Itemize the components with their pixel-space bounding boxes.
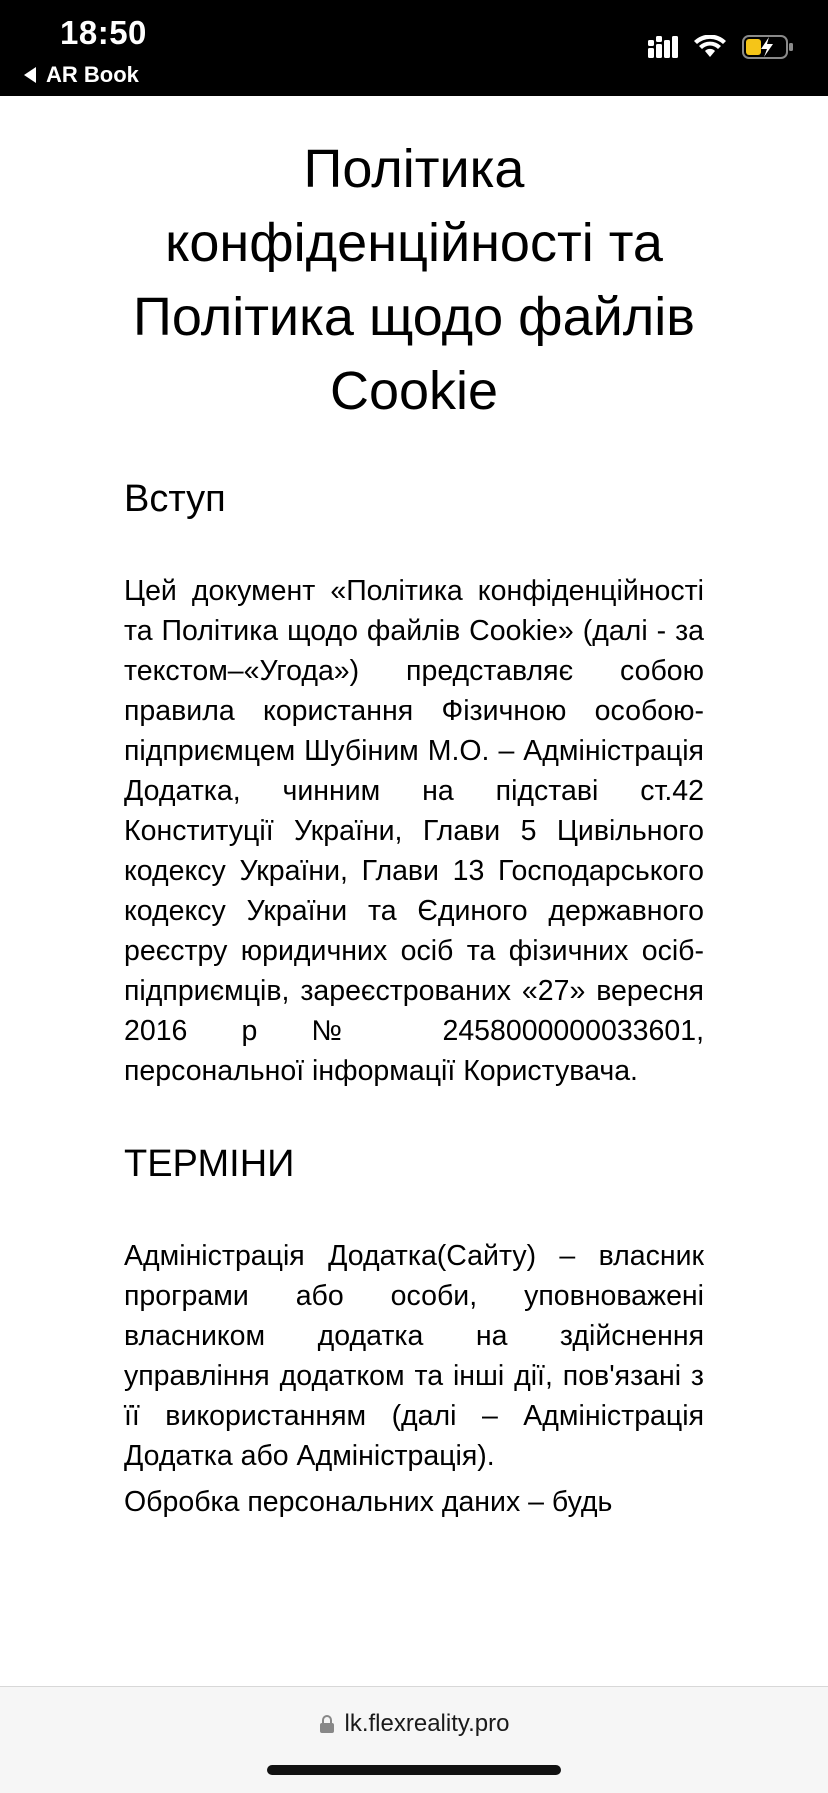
page-title: Політика конфіденційності та Політика щодо файлів Cookie — [133, 139, 695, 421]
wifi-icon — [694, 35, 726, 59]
back-to-app-link[interactable] — [24, 62, 139, 88]
back-app-label: AR Book — [46, 62, 139, 87]
status-bar — [0, 0, 828, 96]
intro-paragraph: Цей документ «Політика конфіденційності та Політика щодо файлів Cookie» (далі - за текстом–«Угода») представляє собою правила користання Фізичною особою-підприємцем Шубіним М.О. – Адміністрація Додатка, чинним на підставі ст.42 Конституції України, Глави 5 Цивільного кодексу України, Глави 13 Господарського кодексу України та Єдиного державного реєстру юридичних осіб та фізичних осіб-підприємців, зареєстрованих «27» вересня 2016 р № 2458000000033601, персональної інформації Користувача. — [124, 575, 704, 1087]
section-heading-intro: Вступ — [124, 478, 226, 520]
address-bar[interactable] — [0, 1710, 828, 1738]
cellular-signal-icon — [648, 36, 678, 58]
section-heading-terms: ТЕРМІНИ — [124, 1143, 295, 1185]
battery-charging-icon — [742, 34, 794, 60]
home-indicator[interactable] — [267, 1765, 561, 1775]
terms-paragraph: Адміністрація Додатка(Сайту) – власник програми або особи, уповноважені власником додатка на здійснення управління додатком та інші дії, пов'язані з її використанням (далі – Адміністрація Додатка або Адміністрація). — [124, 1240, 704, 1472]
clock-time: 18:50 — [60, 14, 147, 51]
status-icons — [648, 34, 794, 60]
terms-paragraph-cut: Обробка персональних даних – будь — [124, 1486, 613, 1518]
browser-bottom-bar — [0, 1686, 828, 1793]
lock-icon — [319, 1714, 335, 1734]
document-content — [124, 132, 704, 1522]
url-text: lk.flexreality.pro — [344, 1710, 510, 1737]
back-arrow-icon — [24, 67, 36, 83]
